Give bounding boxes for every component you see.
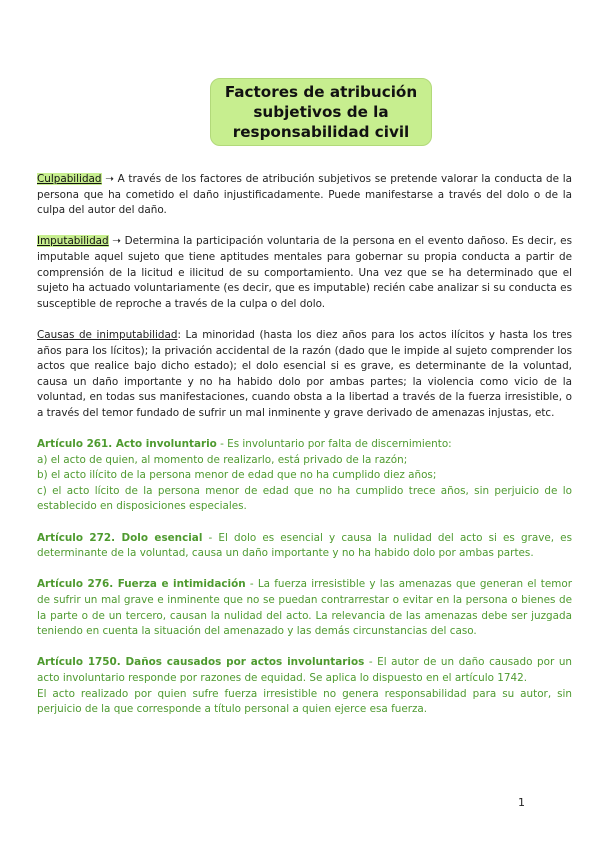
article-272-heading: Artículo 272. Dolo esencial — [37, 531, 203, 544]
causas-text: : La minoridad (hasta los diez años para los actos ilícitos y hasta los tres años para los lícitos); la privación accidental de la razón (dado que le impide al sujeto comprender los actos que realice bajo dicho estado); el dolo esencial si es grave, es determinante de la voluntad, causa un daño importante y no ha habido dolo por ambas partes; la violencia como vicio de la voluntad, en todas sus manifestaciones, cuando obsta a la libertad a través de la fuerza irresistible, o a través del temor fundado de sufrir un mal inminente y grave derivado de amenazas injustas, etc. — [37, 328, 572, 419]
culpabilidad-text: ➝ A través de los factores de atribución subjetivos se pretende valorar la conducta de la persona que ha cometido el daño injustificadamente. Puede manifestarse a través del dolo o de la culpa del autor del daño. — [37, 173, 572, 217]
article-1750 — [37, 655, 572, 717]
title-line-1: Factores de atribución — [224, 83, 418, 101]
article-261 — [37, 437, 572, 515]
article-272 — [37, 531, 572, 562]
article-272-text: - El dolo es esencial y causa la nulidad del acto si es grave, es determinante de la voluntad, causa un daño importante y no ha habido dolo por ambas partes. — [37, 531, 572, 560]
culpabilidad-paragraph — [37, 172, 572, 219]
article-261-item-c: c) el acto lícito de la persona menor de edad que no ha cumplido trece años, sin perjuicio de lo establecido en disposiciones especiales. — [37, 484, 572, 513]
title-box — [210, 78, 432, 146]
causas-paragraph — [37, 328, 572, 422]
imputabilidad-term: Imputabilidad — [37, 235, 109, 248]
document-body — [37, 172, 572, 718]
culpabilidad-term: Culpabilidad — [37, 173, 102, 185]
article-261-item-b: b) el acto ilícito de la persona menor de edad que no ha cumplido diez años; — [37, 469, 437, 482]
title-line-3: responsabilidad civil — [232, 123, 410, 141]
imputabilidad-text: ➝ Determina la participación voluntaria de la persona en el evento dañoso. Es decir, es imputable aquel sujeto que tiene aptitudes mentales para gobernar su propia conducta a partir de comprensión de la licitud e ilicitud de su comportamiento. Una vez que se ha determinado que el sujeto ha actuado voluntariamente (es decir, que es imputable) recién cabe analizar si su conducta es susceptible de reproche a través de la culpa o del dolo. — [37, 235, 572, 310]
article-261-heading: Artículo 261. Acto involuntario — [37, 438, 217, 451]
article-261-item-a: a) el acto de quien, al momento de realizarlo, está privado de la razón; — [37, 453, 408, 466]
article-1750-text: - El autor de un daño causado por un acto involuntario responde por razones de equidad. Se aplica lo dispuesto en el artículo 1742. — [37, 656, 572, 684]
article-1750-heading: Artículo 1750. Daños causados por actos involuntarios — [37, 656, 365, 669]
article-1750-text-2: El acto realizado por quien sufre fuerza irresistible no genera responsabilidad para su autor, sin perjuicio de la que corresponde a título personal a quien ejerce esa fuerza. — [37, 687, 572, 716]
causas-term: Causas de inimputabilidad — [37, 328, 178, 341]
title-line-2: subjetivos de la — [253, 103, 389, 121]
article-276-text: - La fuerza irresistible y las amenazas que generan el temor de sufrir un mal grave e inminente que no se puedan contrarrestar o evitar en la persona o bienes de la parte o de un tercero, causan la nulidad del acto. La relevancia de las amenazas debe ser juzgada teniendo en cuenta la situación del amenazado y las demás circunstancias del caso. — [37, 578, 572, 638]
page-number: 1 — [518, 796, 525, 809]
article-261-intro: - Es involuntario por falta de discernimiento: — [216, 438, 452, 451]
article-276 — [37, 577, 572, 639]
imputabilidad-paragraph — [37, 234, 572, 312]
article-276-heading: Artículo 276. Fuerza e intimidación — [37, 578, 246, 591]
